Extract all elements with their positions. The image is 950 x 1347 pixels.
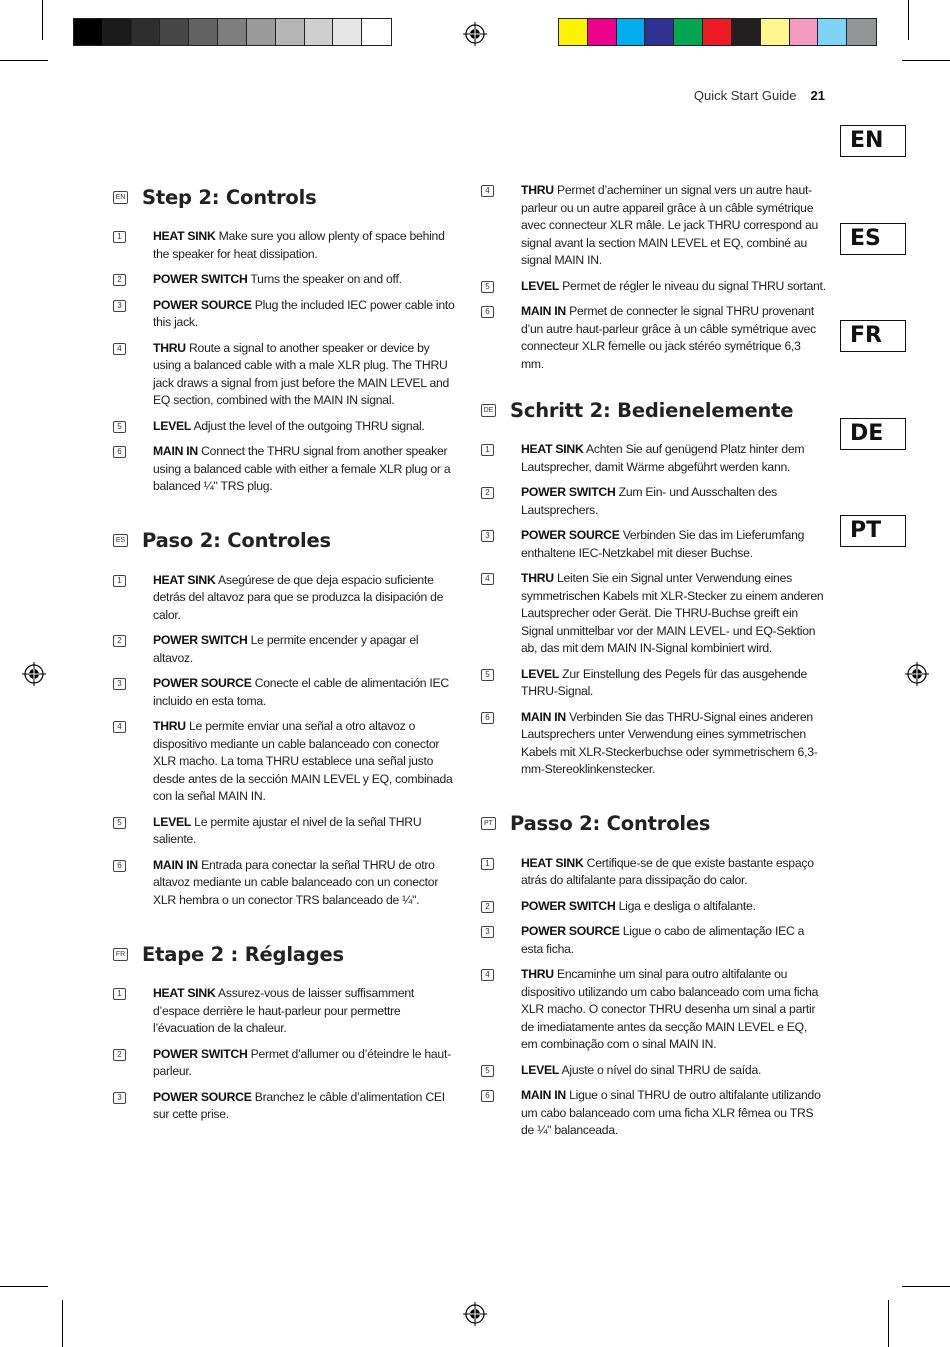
item-number: 4 — [113, 721, 126, 733]
item-text — [521, 923, 826, 958]
tab-es: ES — [840, 223, 906, 255]
list-item — [481, 1087, 831, 1140]
item-description: Le permite enviar una señal a otro altavoz o dispositivo mediante un cable balanceado con conector XLR macho. La toma THRU establece una señal justo desde antes de la sección MAIN LEVEL y EQ, combinada con la señal MAIN IN. — [153, 719, 453, 803]
item-description: Connect the THRU signal from another speaker using a balanced cable with either a female XLR plug or a balanced ¼" TRS plug. — [153, 444, 451, 493]
section-fr — [113, 939, 463, 1124]
list-item — [113, 675, 463, 710]
list-item — [113, 271, 463, 289]
item-number: 1 — [113, 575, 126, 587]
section-heading — [481, 395, 831, 425]
page-header — [694, 88, 825, 103]
color-swatch — [559, 19, 588, 45]
item-number: 3 — [481, 530, 494, 542]
item-number: 2 — [113, 274, 126, 286]
crop-mark-bottom-left-v — [62, 1300, 63, 1347]
list-item — [113, 572, 463, 625]
item-label: MAIN IN — [153, 857, 198, 872]
item-number: 5 — [481, 1065, 494, 1077]
item-description: Ligue o sinal THRU de outro altifalante utilizando um cabo balanceado com uma ficha XLR fêmea ou TRS de ¼" balanceada. — [521, 1088, 821, 1137]
item-text — [521, 666, 826, 701]
color-swatch — [847, 19, 876, 45]
item-text — [521, 182, 826, 270]
item-text — [153, 572, 458, 625]
color-swatch — [218, 19, 247, 45]
crop-mark-bottom-right-v — [888, 1300, 889, 1347]
item-text — [521, 1062, 826, 1080]
item-label: POWER SWITCH — [153, 633, 248, 647]
item-number: 5 — [113, 421, 126, 433]
list-item — [113, 814, 463, 849]
item-description: Branchez le câble d’alimentation CEI sur cette prise. — [153, 1089, 445, 1121]
color-swatch — [588, 19, 617, 45]
language-badge: ES — [113, 534, 128, 547]
item-text — [521, 570, 826, 658]
item-number: 6 — [481, 712, 494, 724]
item-label: LEVEL — [153, 418, 192, 433]
section-es — [113, 526, 463, 910]
list-item — [481, 570, 831, 658]
crop-mark-top-left-h — [0, 60, 48, 61]
item-text — [153, 814, 458, 849]
language-badge: EN — [113, 191, 128, 204]
tab-pt: PT — [840, 515, 906, 547]
language-badge: FR — [113, 948, 128, 961]
item-number: 2 — [113, 1049, 126, 1061]
color-swatch — [305, 19, 334, 45]
item-text — [153, 1046, 458, 1081]
page-number: 21 — [810, 88, 825, 103]
item-number: 4 — [481, 185, 494, 197]
item-label: POWER SWITCH — [153, 1046, 248, 1061]
item-text — [521, 441, 826, 476]
item-number: 2 — [481, 487, 494, 499]
tab-de: DE — [840, 418, 906, 450]
item-number: 2 — [113, 635, 126, 647]
item-text — [153, 632, 458, 667]
list-item — [113, 985, 463, 1038]
registration-mark-bottom-icon — [463, 1302, 487, 1326]
item-label: HEAT SINK — [153, 229, 216, 243]
item-label: MAIN IN — [521, 304, 566, 318]
tab-en: EN — [840, 125, 906, 157]
grayscale-color-bar — [73, 18, 392, 46]
process-color-bar — [558, 18, 877, 46]
item-description: Le permite encender y apagar el altavoz. — [153, 633, 419, 665]
list-item — [113, 443, 463, 496]
item-number: 5 — [481, 281, 494, 293]
item-description: Assurez-vous de laisser suffisamment d’espace derrière le haut-parleur pour permettre l’évacuation de la chaleur. — [153, 986, 415, 1035]
item-text — [153, 297, 458, 332]
list-item — [481, 1062, 831, 1080]
list-item — [113, 718, 463, 806]
item-text — [153, 718, 458, 806]
item-label: POWER SOURCE — [521, 924, 620, 938]
list-item — [481, 898, 831, 916]
color-swatch — [247, 19, 276, 45]
section-fr-continued — [481, 182, 831, 373]
item-description: Certifique-se de que existe bastante espaço atrás do altifalante para dissipação do calor. — [521, 855, 814, 887]
item-description: Encaminhe um sinal para outro altifalante ou dispositivo utilizando um cabo balanceado com uma ficha XLR macho. O conector THRU desenha um sinal a partir de imediatamente antes da secção MAIN LEVEL e EQ, em combinação com o sinal MAIN IN. — [521, 967, 819, 1051]
crop-mark-top-left-v — [42, 0, 43, 40]
list-item — [481, 278, 831, 296]
item-text — [153, 340, 458, 410]
list-item — [113, 297, 463, 332]
list-item — [481, 923, 831, 958]
list-item — [481, 666, 831, 701]
color-swatch — [189, 19, 218, 45]
list-item — [113, 857, 463, 910]
item-label: HEAT SINK — [153, 986, 216, 1000]
item-label: MAIN IN — [521, 709, 566, 724]
item-description: Permet de régler le niveau du signal THRU sortant. — [562, 278, 826, 293]
item-label: THRU — [153, 719, 186, 733]
item-text — [153, 271, 458, 289]
right-column — [481, 182, 831, 1170]
item-description: Entrada para conectar la señal THRU de otro altavoz mediante un cable balanceado con un conector XLR hembra o un conector TRS balanceado de ¼". — [153, 857, 439, 907]
item-number: 6 — [113, 446, 126, 458]
tab-fr: FR — [840, 320, 906, 352]
list-item — [481, 182, 831, 270]
color-swatch — [160, 19, 189, 45]
item-label: THRU — [521, 183, 554, 197]
item-description: Permet d’allumer ou d’éteindre le haut-parleur. — [153, 1046, 451, 1078]
list-item — [481, 966, 831, 1054]
section-heading — [113, 526, 463, 556]
item-label: POWER SOURCE — [153, 1089, 252, 1104]
color-swatch — [617, 19, 646, 45]
item-text — [153, 228, 458, 263]
item-label: POWER SWITCH — [521, 485, 616, 499]
color-swatch — [703, 19, 732, 45]
color-swatch — [362, 19, 391, 45]
color-swatch — [132, 19, 161, 45]
item-number: 6 — [481, 1090, 494, 1102]
item-number: 1 — [481, 858, 494, 870]
color-swatch — [674, 19, 703, 45]
section-pt — [481, 809, 831, 1140]
list-item — [481, 484, 831, 519]
item-label: POWER SOURCE — [153, 297, 252, 312]
item-number: 4 — [481, 969, 494, 981]
crop-mark-top-right-v — [908, 0, 909, 40]
item-text — [153, 985, 458, 1038]
item-text — [153, 857, 458, 910]
list-item — [113, 1089, 463, 1124]
color-swatch — [74, 19, 103, 45]
list-item — [481, 303, 831, 373]
list-item — [113, 340, 463, 410]
item-text — [153, 675, 458, 710]
item-description: Conecte el cable de alimentación IEC incluido en esta toma. — [153, 676, 449, 708]
section-heading — [481, 809, 831, 839]
item-label: THRU — [521, 967, 554, 981]
section-heading — [113, 939, 463, 969]
list-item — [113, 1046, 463, 1081]
list-item — [481, 855, 831, 890]
color-swatch — [276, 19, 305, 45]
crop-mark-bottom-right-h — [902, 1286, 950, 1287]
item-label: LEVEL — [521, 1062, 560, 1077]
list-item — [481, 709, 831, 779]
section-heading — [113, 182, 463, 212]
item-description: Verbinden Sie das im Lieferumfang enthaltene IEC-Netzkabel mit dieser Buchse. — [521, 528, 805, 560]
color-swatch — [333, 19, 362, 45]
item-text — [521, 484, 826, 519]
item-text — [153, 1089, 458, 1124]
item-description: Plug the included IEC power cable into this jack. — [153, 297, 455, 329]
item-label: THRU — [521, 571, 554, 585]
item-label: HEAT SINK — [153, 572, 216, 587]
item-number: 3 — [481, 926, 494, 938]
item-text — [521, 303, 826, 373]
item-label: LEVEL — [521, 666, 560, 681]
left-column — [113, 182, 463, 1154]
registration-mark-top-icon — [463, 22, 487, 46]
item-description: Ajuste o nível do sinal THRU de saída. — [561, 1062, 762, 1077]
item-number: 4 — [113, 343, 126, 355]
language-tabs — [840, 125, 906, 613]
item-label: MAIN IN — [521, 1088, 566, 1102]
item-label: POWER SWITCH — [153, 272, 248, 286]
item-label: POWER SOURCE — [153, 676, 252, 690]
section-de — [481, 395, 831, 779]
item-number: 2 — [481, 901, 494, 913]
list-item — [113, 632, 463, 667]
item-description: Asegúrese de que deja espacio suficiente detrás del altavoz para que se produzca la disipación de calor. — [153, 572, 444, 622]
item-description: Liga e desliga o altifalante. — [618, 898, 756, 913]
section-title: Etape 2 : Réglages — [142, 942, 344, 966]
item-text — [521, 898, 826, 916]
language-badge: PT — [481, 817, 496, 830]
item-description: Zum Ein- und Ausschalten des Lautsprechers. — [521, 485, 777, 517]
section-title: Step 2: Controls — [142, 185, 317, 209]
color-swatch — [818, 19, 847, 45]
item-label: LEVEL — [521, 278, 560, 293]
item-text — [521, 278, 826, 296]
item-number: 3 — [113, 1092, 126, 1104]
item-description: Route a signal to another speaker or device by using a balanced cable with a male XLR plug. The THRU jack draws a signal from just before the MAIN LEVEL and EQ section, combined with the MAIN IN signal. — [153, 340, 450, 407]
item-text — [521, 527, 826, 562]
item-number: 3 — [113, 300, 126, 312]
item-description: Permet d’acheminer un signal vers un autre haut-parleur ou un autre appareil grâce à un câble symétrique avec connecteur XLR mâle. Le jack THRU correspond au signal avant la section MAIN LEVEL et EQ, combiné au signal MAIN IN. — [521, 183, 819, 267]
list-item — [113, 228, 463, 263]
item-description: Adjust the level of the outgoing THRU signal. — [193, 418, 425, 433]
item-number: 4 — [481, 573, 494, 585]
crop-mark-bottom-left-h — [0, 1286, 48, 1287]
item-label: HEAT SINK — [521, 855, 584, 870]
color-swatch — [732, 19, 761, 45]
item-text — [521, 709, 826, 779]
item-label: THRU — [153, 340, 186, 355]
color-swatch — [790, 19, 819, 45]
item-label: POWER SWITCH — [521, 898, 616, 913]
item-text — [521, 855, 826, 890]
color-swatch — [761, 19, 790, 45]
item-description: Ligue o cabo de alimentação IEC a esta ficha. — [521, 924, 805, 956]
item-label: HEAT SINK — [521, 442, 584, 456]
item-text — [521, 1087, 826, 1140]
item-number: 1 — [481, 444, 494, 456]
item-label: LEVEL — [153, 814, 192, 829]
section-title: Passo 2: Controles — [510, 812, 711, 835]
item-text — [153, 418, 458, 436]
item-number: 1 — [113, 988, 126, 1000]
item-description: Zur Einstellung des Pegels für das ausgehende THRU-Signal. — [521, 666, 808, 698]
registration-mark-left-icon — [22, 662, 46, 686]
list-item — [481, 441, 831, 476]
guide-title: Quick Start Guide — [693, 88, 797, 103]
item-description: Permet de connecter le signal THRU provenant d’un autre haut-parleur grâce à un câble symétrique avec connecteur XLR femelle ou jack stéréo symétrique 6,3 mm. — [521, 304, 816, 371]
item-number: 5 — [481, 669, 494, 681]
item-text — [521, 966, 826, 1054]
item-description: Leiten Sie ein Signal unter Verwendung eines symmetrischen Kabels mit XLR-Stecker zu einem anderen Lautsprecher oder Gerät. Die THRU-Buchse greift ein Signal unmittelbar vor der MAIN LEVEL- und EQ-Sektion ab, das mit dem MAIN IN-Signal kombiniert wird. — [521, 571, 824, 655]
item-number: 5 — [113, 817, 126, 829]
section-title: Schritt 2: Bedienelemente — [510, 398, 794, 422]
item-number: 3 — [113, 678, 126, 690]
item-number: 6 — [113, 860, 126, 872]
item-description: Turns the speaker on and off. — [250, 272, 402, 286]
item-description: Achten Sie auf genügend Platz hinter dem Lautsprecher, damit Wärme abgeführt werden kann. — [521, 442, 805, 474]
registration-mark-right-icon — [905, 662, 929, 686]
section-title: Paso 2: Controles — [142, 529, 331, 552]
item-text — [153, 443, 458, 496]
list-item — [481, 527, 831, 562]
crop-mark-top-right-h — [902, 60, 950, 61]
item-description: Make sure you allow plenty of space behind the speaker for heat dissipation. — [153, 229, 445, 261]
color-swatch — [645, 19, 674, 45]
color-swatch — [103, 19, 132, 45]
section-en — [113, 182, 463, 496]
item-description: Verbinden Sie das THRU-Signal eines anderen Lautsprechers unter Verwendung eines symmetrischen Kabels mit XLR-Steckerbuchse oder symmetrischem 6,3-mm-Stereoklinkenstecker. — [521, 709, 818, 776]
item-number: 1 — [113, 231, 126, 243]
item-description: Le permite ajustar el nivel de la señal THRU saliente. — [153, 814, 422, 846]
item-label: POWER SOURCE — [521, 528, 620, 542]
list-item — [113, 418, 463, 436]
item-number: 6 — [481, 306, 494, 318]
item-label: MAIN IN — [153, 444, 198, 458]
language-badge: DE — [481, 404, 496, 417]
